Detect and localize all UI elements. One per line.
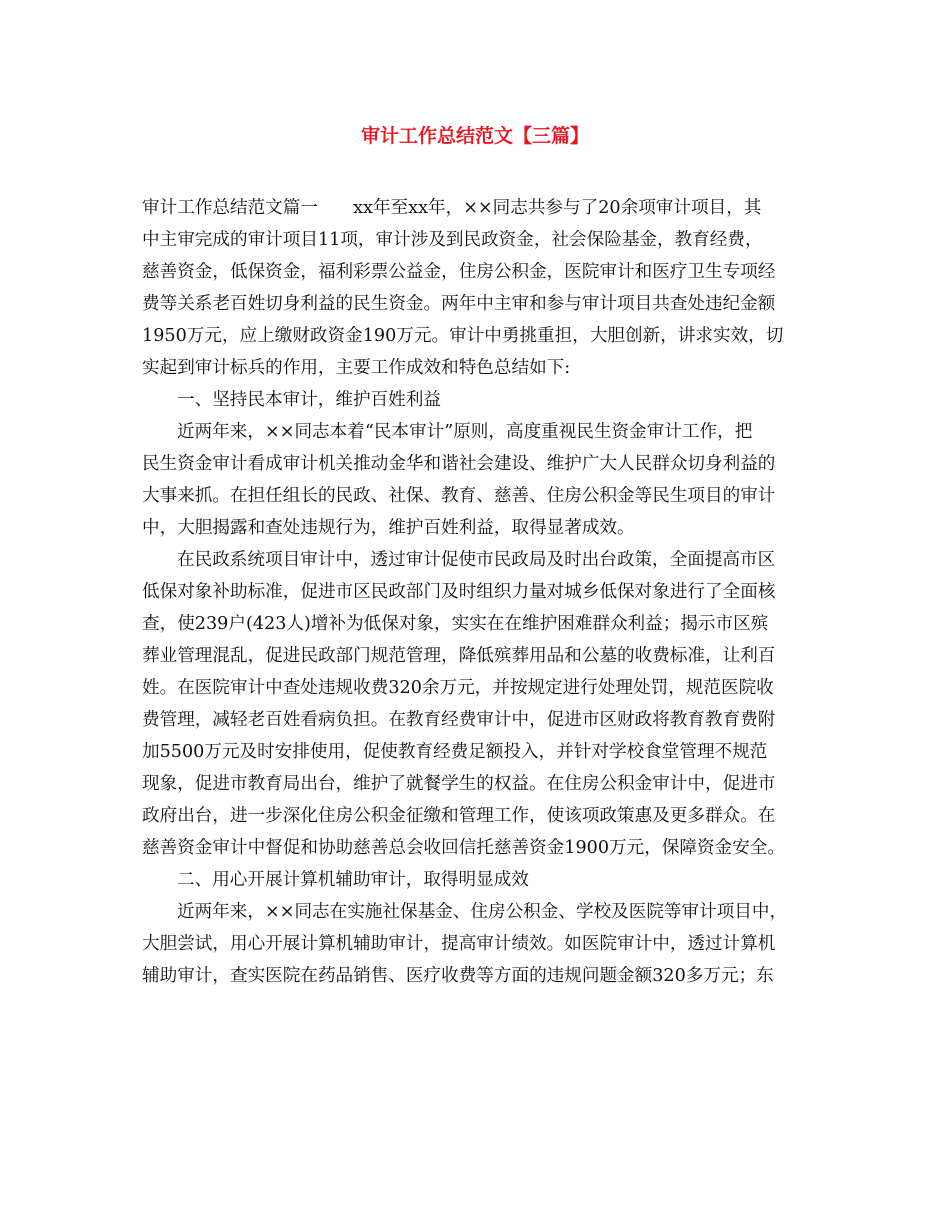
text-line: 查，使239户(423人)增补为低保对象，实实在在维护困难群众利益；揭示市区殡 bbox=[142, 614, 769, 634]
text-line: 辅助审计，查实医院在药品销售、医疗收费等方面的违规问题金额320多万元；东 bbox=[142, 966, 774, 986]
text-line: 大胆尝试，用心开展计算机辅助审计，提高审计绩效。如医院审计中，透过计算机 bbox=[142, 934, 776, 954]
text-line: 现象，促进市教育局出台，维护了就餐学生的权益。在住房公积金审计中，促进市 bbox=[142, 774, 776, 794]
text-line: 慈善资金，低保资金，福利彩票公益金，住房公积金，医院审计和医疗卫生专项经 bbox=[142, 262, 776, 282]
text-line: 近两年来，××同志在实施社保基金、住房公积金、学校及医院等审计项目中， bbox=[177, 902, 788, 922]
text-line: 中，大胆揭露和查处违规行为，维护百姓利益，取得显著成效。 bbox=[142, 518, 635, 538]
text-line: 大事来抓。在担任组长的民政、社保、教育、慈善、住房公积金等民生项目的审计 bbox=[142, 486, 776, 506]
text-line: 葬业管理混乱，促进民政部门规范管理，降低殡葬用品和公墓的收费标准，让利百 bbox=[142, 646, 776, 666]
section-heading: 二、用心开展计算机辅助审计，取得明显成效 bbox=[177, 870, 529, 890]
text-line: 1950万元，应上缴财政资金190万元。审计中勇挑重担，大胆创新，讲求实效，切 bbox=[142, 326, 784, 346]
text-line: 实起到审计标兵的作用，主要工作成效和特色总结如下: bbox=[142, 358, 571, 378]
text-line: 费管理，减轻老百姓看病负担。在教育经费审计中，促进市区财政将教育教育费附 bbox=[142, 710, 776, 730]
document-title: 审计工作总结范文【三篇】 bbox=[360, 125, 589, 147]
text-line: 姓。在医院审计中查处违规收费320余万元，并按规定进行处理处罚，规范医院收 bbox=[142, 678, 774, 698]
text-line: 中主审完成的审计项目11项，审计涉及到民政资金，社会保险基金，教育经费， bbox=[142, 230, 763, 250]
section-heading: 一、坚持民本审计，维护百姓利益 bbox=[177, 390, 441, 410]
text-line: 加5500万元及时安排使用，促使教育经费足额投入，并针对学校食堂管理不规范 bbox=[142, 742, 768, 762]
text-line: 在民政系统项目审计中，透过审计促使市民政局及时出台政策，全面提高市区 bbox=[177, 550, 776, 570]
text-line: 政府出台，进一步深化住房公积金征缴和管理工作，使该项政策惠及更多群众。在 bbox=[142, 806, 776, 826]
text-line: 慈善资金审计中督促和协助慈善总会收回信托慈善资金1900万元，保障资金安全。 bbox=[142, 838, 785, 858]
text-line: 费等关系老百姓切身利益的民生资金。两年中主审和参与审计项目共查处违纪金额 bbox=[142, 294, 776, 314]
text-line: 民生资金审计看成审计机关推动金华和谐社会建设、维护广大人民群众切身利益的 bbox=[142, 454, 776, 474]
text-line: 低保对象补助标准，促进市区民政部门及时组织力量对城乡低保对象进行了全面核 bbox=[142, 582, 776, 602]
text-line: 近两年来，××同志本着“民本审计”原则，高度重视民生资金审计工作，把 bbox=[177, 422, 753, 442]
text-line: 审计工作总结范文篇一 xx年至xx年，××同志共参与了20余项审计项目，其 bbox=[142, 198, 762, 218]
